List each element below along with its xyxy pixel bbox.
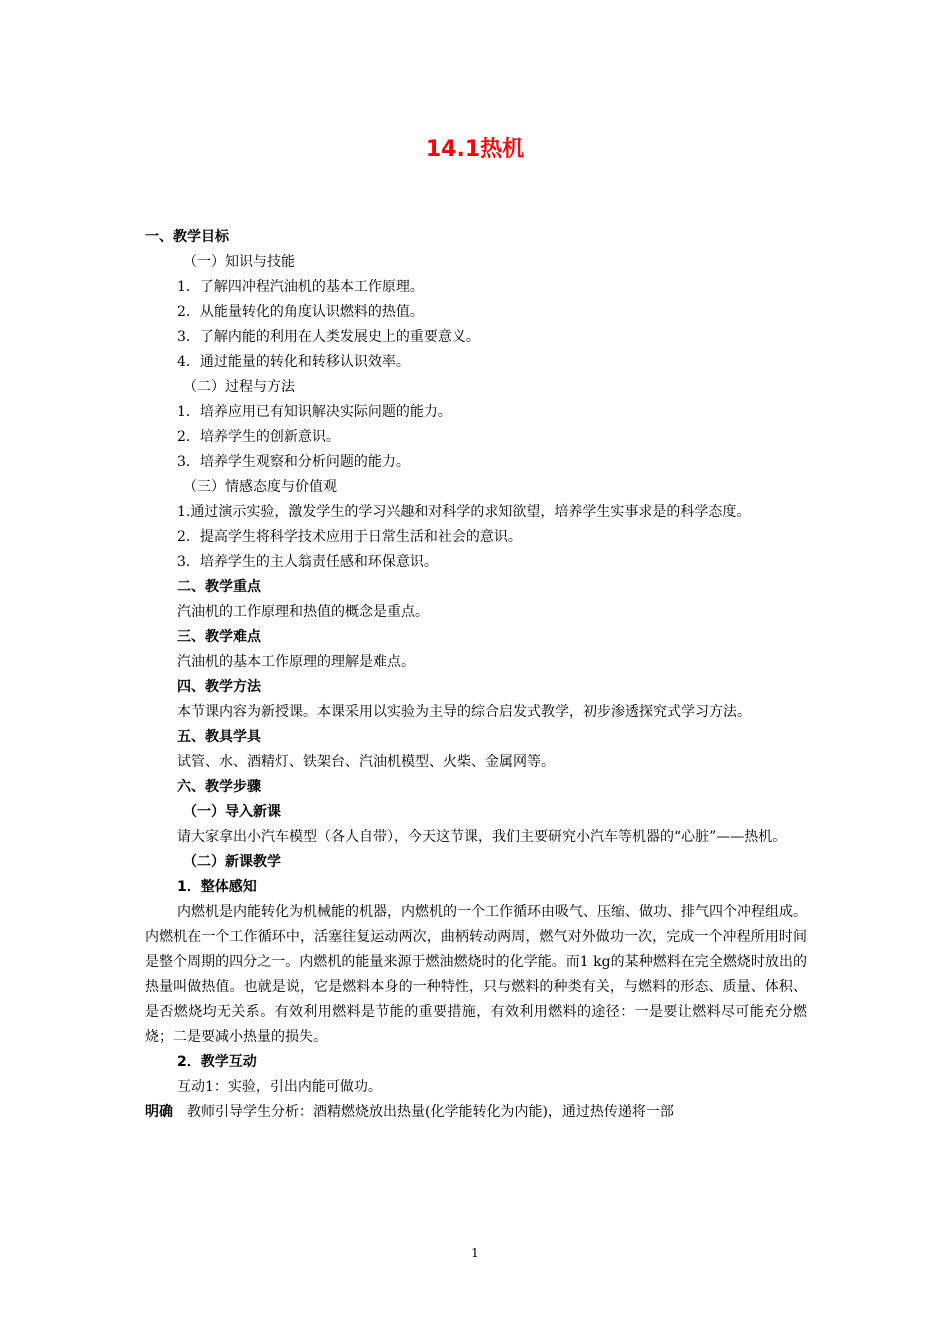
subheading-new-lesson: （二）新课教学	[183, 854, 281, 870]
list-item: 2．培养学生的创新意识。	[177, 429, 340, 445]
page-title: 14.1热机	[425, 137, 525, 162]
subheading-knowledge: （一）知识与技能	[183, 254, 295, 270]
subheading-overall: 1．整体感知	[177, 879, 257, 895]
paragraph: 互动1：实验，引出内能可做功。	[177, 1079, 382, 1095]
list-item: 3．培养学生观察和分析问题的能力。	[177, 454, 410, 470]
list-item: 2．从能量转化的角度认识燃料的热值。	[177, 304, 424, 320]
mingque-text: 教师引导学生分析：酒精燃烧放出热量(化学能转化为内能)，通过热传递将一部	[187, 1104, 674, 1120]
document-body	[145, 225, 807, 1125]
paragraph: 本节课内容为新授课。本课采用以实验为主导的综合启发式教学，初步渗透探究式学习方法。	[177, 704, 751, 720]
section-heading-methods: 四、教学方法	[177, 679, 261, 695]
subheading-interaction: 2．教学互动	[177, 1054, 257, 1070]
list-item: 3．了解内能的利用在人类发展史上的重要意义。	[177, 329, 480, 345]
subheading-process: （二）过程与方法	[183, 379, 295, 395]
section-heading-difficulties: 三、教学难点	[177, 629, 261, 645]
section-heading-key-points: 二、教学重点	[177, 579, 261, 595]
page-number: 1	[471, 1246, 479, 1260]
paragraph: 试管、水、酒精灯、铁架台、汽油机模型、火柴、金属网等。	[177, 754, 555, 770]
paragraph: 汽油机的基本工作原理的理解是难点。	[177, 654, 415, 670]
section-heading-steps: 六、教学步骤	[177, 779, 261, 795]
list-item: 4．通过能量的转化和转移认识效率。	[177, 354, 410, 370]
list-item: 3．培养学生的主人翁责任感和环保意识。	[177, 554, 438, 570]
section-heading-tools: 五、教具学具	[177, 729, 261, 745]
list-item: 1．培养应用已有知识解决实际问题的能力。	[177, 404, 452, 420]
list-item: 1．了解四冲程汽油机的基本工作原理。	[177, 279, 424, 295]
subheading-intro: （一）导入新课	[183, 804, 281, 820]
list-item: 1.通过演示实验，激发学生的学习兴趣和对科学的求知欲望，培养学生实事求是的科学态度。	[177, 504, 751, 520]
paragraph: 请大家拿出小汽车模型（各人自带），今天这节课，我们主要研究小汽车等机器的“心脏”——热机。	[177, 829, 787, 845]
paragraph: 汽油机的工作原理和热值的概念是重点。	[177, 604, 429, 620]
list-item: 2．提高学生将科学技术应用于日常生活和社会的意识。	[177, 529, 522, 545]
subheading-attitude: （三）情感态度与价值观	[183, 479, 337, 495]
section-heading-objectives: 一、教学目标	[145, 229, 229, 245]
paragraph: 内燃机是内能转化为机械能的机器，内燃机的一个工作循环由吸气、压缩、做功、排气四个冲程组成。内燃机在一个工作循环中，活塞往复运动两次，曲柄转动两周，燃气对外做功一次，完成一个冲程所用时间是整个周期的四分之一。内燃机的能量来源于燃油燃烧时的化学能。而1 kg的某种燃料在完全燃烧时放出的热量叫做热值。也就是说，它是燃料本身的一种特性，只与燃料的种类有关，与燃料的形态、质量、体积、是否燃烧均无关系。有效利用燃料是节能的重要措施，有效利用燃料的途径：一是要让燃料尽可能充分燃烧；二是要减小热量的损失。	[145, 904, 807, 1045]
paragraph-mingque	[145, 1100, 807, 1125]
mingque-label: 明确	[145, 1104, 173, 1120]
